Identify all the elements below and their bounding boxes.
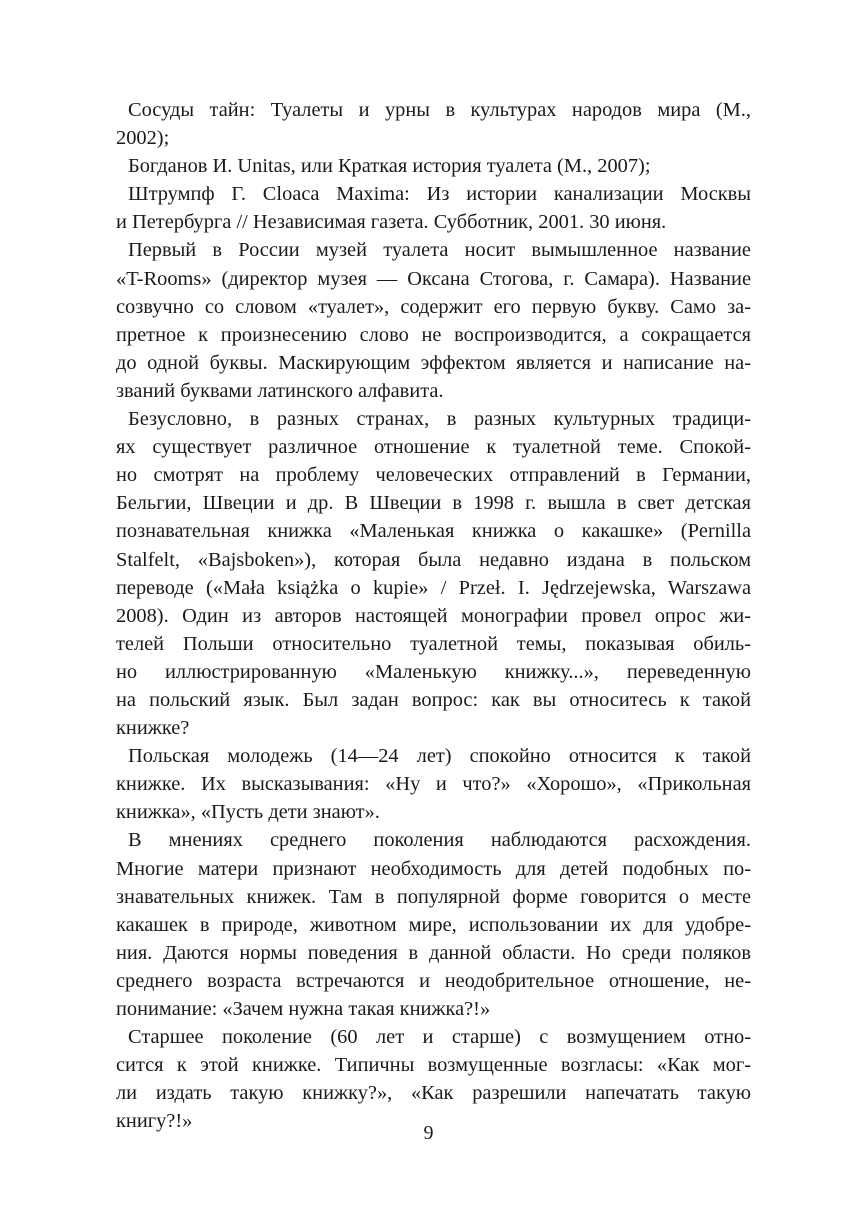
text-line: на польский язык. Был задан вопрос: как вы относитесь к такой bbox=[116, 688, 751, 711]
paragraph bbox=[116, 826, 751, 1023]
paragraph bbox=[116, 180, 751, 236]
text-line: телей Польши относительно туалетной темы, показывая обиль- bbox=[116, 632, 751, 655]
text-line: ях существует различное отношение к туалетной теме. Спокой- bbox=[116, 436, 751, 459]
paragraph bbox=[116, 236, 751, 405]
text-line: книжке. Их высказывания: «Ну и что?» «Хорошо», «Прикольная bbox=[116, 773, 751, 796]
text-line: Stalfelt, «Bajsboken»), которая была недавно издана в польском bbox=[116, 548, 751, 571]
paragraph bbox=[116, 1023, 751, 1135]
page-number: 9 bbox=[423, 1122, 434, 1144]
paragraph bbox=[116, 96, 751, 152]
text-line: понимание: «Зачем нужна такая книжка?!» bbox=[116, 998, 491, 1020]
text-line: книжка», «Пусть дети знают». bbox=[116, 801, 380, 824]
text-line: книгу?!» bbox=[116, 1110, 193, 1133]
text-line: среднего возраста встречаются и неодобрительное отношение, не- bbox=[116, 969, 751, 992]
text-line: Сосуды тайн: Туалеты и урны в культурах народов мира (М., bbox=[128, 99, 751, 121]
text-line: Безусловно, в разных странах, в разных культурных традици- bbox=[128, 408, 751, 431]
text-line: «T-Rooms» (директор музея — Оксана Стогова, г. Самара). Название bbox=[116, 267, 751, 290]
paragraph bbox=[116, 152, 751, 180]
text-line: и Петербурга // Независимая газета. Субботник, 2001. 30 июня. bbox=[116, 211, 667, 234]
text-line: Богданов И. Unitas, или Краткая история туалета (М., 2007); bbox=[128, 155, 651, 178]
text-line: до одной буквы. Маскирующим эффектом является и написание на- bbox=[116, 351, 751, 374]
text-line: но смотрят на проблему человеческих отправлений в Германии, bbox=[116, 464, 751, 487]
text-line: переводе («Mała książka o kupie» / Przeł. I. Jędrzejewska, Warszawa bbox=[116, 576, 751, 599]
text-line: ли издать такую книжку?», «Как разрешили напечатать такую bbox=[116, 1082, 751, 1105]
text-line: Штрумпф Г. Cloaca Maxima: Из истории канализации Москвы bbox=[128, 183, 751, 206]
text-line: какашек в природе, животном мире, использовании их для удобре- bbox=[116, 913, 751, 936]
text-line: сится к этой книжке. Типичны возмущенные возгласы: «Как мог- bbox=[116, 1054, 751, 1077]
text-line: познавательная книжка «Маленькая книжка о какашке» (Pernilla bbox=[116, 520, 751, 543]
text-line: книжке? bbox=[116, 717, 190, 740]
paragraph bbox=[116, 742, 751, 826]
paragraph bbox=[116, 405, 751, 742]
text-line: 2008). Один из авторов настоящей монографии провел опрос жи- bbox=[116, 604, 751, 627]
text-line: но иллюстрированную «Маленькую книжку...», переведенную bbox=[116, 660, 751, 683]
text-line: Бельгии, Швеции и др. В Швеции в 1998 г. вышла в свет детская bbox=[116, 492, 751, 515]
text-line: созвучно со словом «туалет», содержит его первую букву. Само за- bbox=[116, 295, 751, 318]
text-line: знавательных книжек. Там в популярной форме говорится о месте bbox=[116, 885, 751, 908]
text-line: претное к произнесению слово не воспроизводится, а сокращается bbox=[116, 323, 751, 346]
text-line: званий буквами латинского алфавита. bbox=[116, 379, 444, 402]
text-line: В мнениях среднего поколения наблюдаются расхождения. bbox=[128, 829, 751, 852]
body-text bbox=[116, 96, 751, 1135]
text-line: Многие матери признают необходимость для детей подобных по- bbox=[116, 857, 751, 880]
text-line: Первый в России музей туалета носит вымышленное название bbox=[128, 239, 751, 262]
text-line: 2002); bbox=[116, 127, 170, 150]
text-line: Старшее поколение (60 лет и старше) с возмущением отно- bbox=[128, 1026, 751, 1049]
text-line: ния. Даются нормы поведения в данной области. Но среди поляков bbox=[116, 941, 751, 964]
text-line: Польская молодежь (14—24 лет) спокойно относится к такой bbox=[128, 745, 751, 768]
